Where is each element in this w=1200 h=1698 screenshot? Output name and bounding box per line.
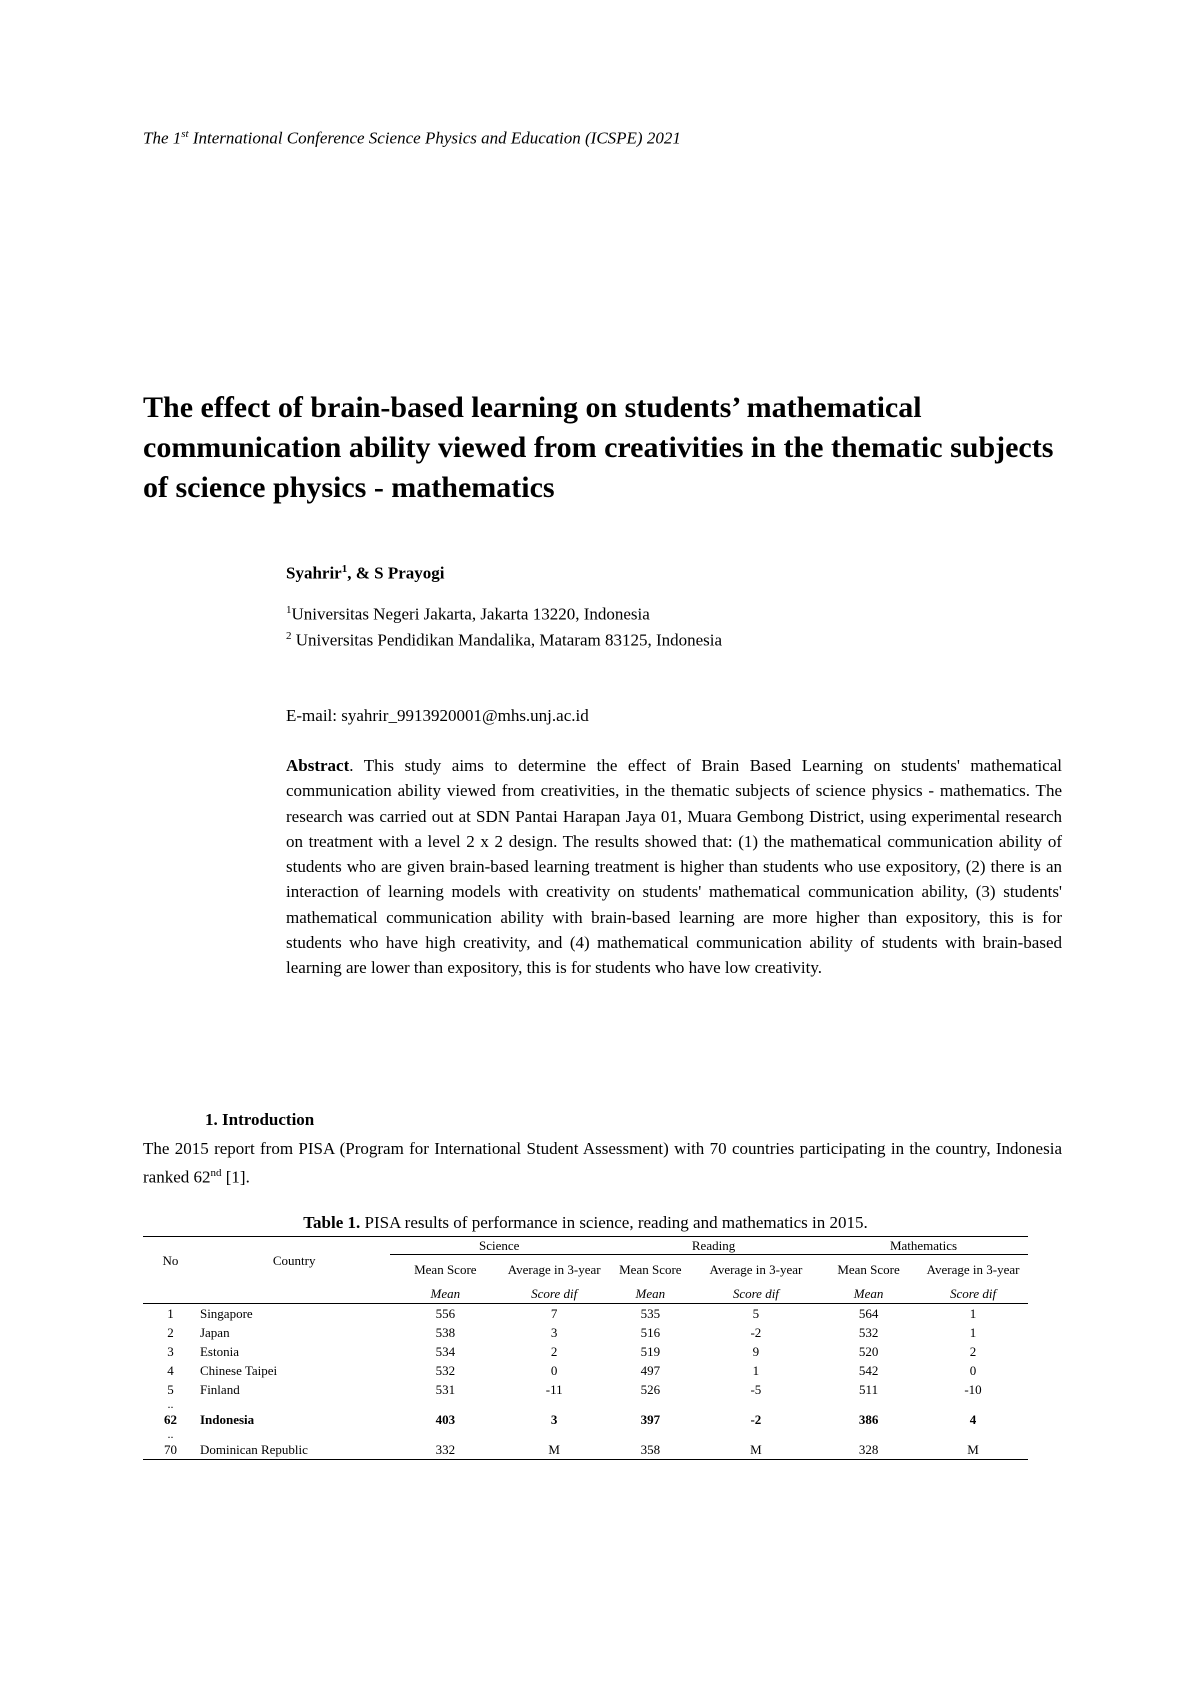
table-empty-cell [608,1429,693,1440]
table-cell: 3 [550,1324,558,1340]
table-cell: 2 [969,1343,977,1359]
subheader-science-mean: Mean [390,1285,500,1304]
table-cell: 4 [969,1411,977,1427]
table-cell: 532 [435,1362,456,1378]
table-cell: 532 [858,1324,879,1340]
table-cell: 497 [640,1362,661,1378]
table-row [143,1380,1028,1399]
table-cell: 519 [640,1343,661,1359]
table-cell: -2 [750,1324,762,1340]
table-empty-cell [198,1399,390,1410]
col-reading-avg-header: Average in 3-year [709,1262,803,1277]
table-ellipsis: .. [167,1397,174,1411]
table-row [143,1361,1028,1380]
pisa-results-table [143,1236,1028,1460]
table-cell: 511 [859,1381,879,1397]
subheader-reading-mean: Mean [608,1285,693,1304]
table-empty-cell [390,1429,500,1440]
table-cell: 4 [167,1362,174,1378]
table-cell: 556 [435,1305,456,1321]
table-empty-cell [500,1429,608,1440]
table-cell: 1 [969,1324,977,1340]
subheader-reading-dif: Score dif [693,1285,819,1304]
abstract-label: Abstract [286,756,350,775]
table-empty-cell [390,1399,500,1410]
table-empty-cell [198,1429,390,1440]
paper-title: The effect of brain-based learning on students’ mathematical communication ability viewed from creativities in the thematic subjects of science physics - mathematics [143,391,1054,504]
table-cell: 542 [858,1362,879,1378]
conference-header-post: International Conference Science Physics and Education (ICSPE) 2021 [188,128,681,148]
table-group-header-row [143,1237,1028,1255]
table-cell: 386 [858,1411,879,1427]
author-separator: , & [347,563,375,583]
table-cell: 397 [640,1411,661,1427]
affiliation-2 [286,630,722,651]
subheader-math-mean: Mean [819,1285,918,1304]
subheader-empty-country [198,1285,390,1304]
table-empty-cell [918,1399,1028,1410]
table-cell: 1 [752,1362,760,1378]
table-cell: 534 [435,1343,456,1359]
group-reading-header: Reading [608,1237,819,1255]
introduction-text-post: [1]. [221,1167,250,1187]
table-cell: 70 [143,1440,198,1460]
table-cell: 535 [640,1305,661,1321]
conference-header-pre: The 1 [143,128,182,148]
table-cell: 5 [167,1381,174,1397]
table-subheader-row [143,1285,1028,1304]
table-cell: -11 [545,1381,563,1397]
table-cell: 531 [435,1381,456,1397]
col-no-header: No [143,1237,198,1286]
table-caption-label: Table 1. [303,1213,361,1232]
group-mathematics-header: Mathematics [819,1237,1028,1255]
table-cell: 3 [167,1343,174,1359]
table-cell: 403 [435,1411,456,1427]
table-ellipsis-row [143,1399,1028,1410]
table-cell: Japan [199,1324,230,1340]
subheader-empty-no [143,1285,198,1304]
col-reading-mean-header: Mean Score [619,1262,682,1277]
conference-header [143,128,681,149]
introduction-heading: 1. Introduction [205,1110,315,1129]
table-cell: 0 [550,1362,558,1378]
table-cell: 520 [858,1343,879,1359]
table-cell: Dominican Republic [198,1440,390,1460]
subheader-science-dif: Score dif [500,1285,608,1304]
table-cell: 564 [858,1305,879,1321]
table-row [143,1342,1028,1361]
table-cell: 358 [608,1440,693,1460]
table-cell: M [918,1440,1028,1460]
authors [286,563,445,584]
col-science-avg-header: Average in 3-year [507,1262,601,1277]
group-science-header: Science [390,1237,608,1255]
table-cell: 2 [167,1324,174,1340]
table-cell: -2 [750,1411,762,1427]
table-cell: 1 [969,1305,977,1321]
table-cell: -10 [964,1381,982,1397]
author-1-sup: 1 [341,563,348,575]
table-cell: Indonesia [199,1411,255,1427]
table-cell: -5 [750,1381,762,1397]
table-ellipsis: .. [167,1427,174,1441]
introduction-text-pre: The 2015 report from PISA (Program for International Student Assessment) with 70 countries participating in the country, Indonesia ranked 62 [143,1139,1062,1187]
table-cell: 538 [435,1324,456,1340]
introduction-text [143,1136,1062,1190]
table-row [143,1440,1028,1460]
table-caption [143,1213,1028,1233]
table-cell: Finland [199,1381,240,1397]
subheader-math-dif: Score dif [918,1285,1028,1304]
table-empty-cell [693,1399,819,1410]
col-science-mean-header: Mean Score [414,1262,477,1277]
table-cell: 0 [969,1362,977,1378]
table-cell: 526 [640,1381,661,1397]
affiliation-1-sup: 1 [286,604,292,616]
abstract-text: . This study aims to determine the effect of Brain Based Learning on students' mathematical communication ability viewed from creativities, in the thematic subjects of science physics - mathematics. The research was carried out at SDN Pantai Harapan Jaya 01, Muara Gembong District, using experimental research on treatment with a level 2 x 2 design. The results showed that: (1) the mathematical communication ability of students who are given brain-based learning treatment is higher than students who use expository, (2) there is an interaction of learning models with creativity on students' mathematical communication ability, (3) students' mathematical communication ability with brain-based learning are more higher than expository, this is for students who have high creativity, and (4) mathematical communication ability of students with brain-based learning are lower than expository, this is for students who have low creativity. [286,756,1062,978]
conference-header-sup: st [181,128,189,140]
table-cell: 9 [752,1343,760,1359]
email-address: E-mail: syahrir_9913920001@mhs.unj.ac.id [286,706,589,725]
table-empty-cell [693,1429,819,1440]
author-1: Syahrir [286,563,342,583]
table-ellipsis-row [143,1429,1028,1440]
table-cell: Estonia [199,1343,239,1359]
col-math-mean-header: Mean Score [837,1262,900,1277]
table-empty-cell [819,1399,918,1410]
table-cell: 2 [550,1343,558,1359]
abstract [286,753,1062,981]
affiliation-2-text: Universitas Pendidikan Mandalika, Mataram 83125, Indonesia [291,630,723,650]
table-cell: 5 [752,1305,760,1321]
col-math-avg-header: Average in 3-year [926,1262,1020,1277]
table-body [143,1304,1028,1460]
author-2: S Prayogi [374,563,445,583]
col-country-header: Country [198,1237,390,1286]
table-cell: 7 [550,1305,558,1321]
table-row [143,1410,1028,1429]
table-cell: Chinese Taipei [199,1362,278,1378]
table-row [143,1304,1028,1324]
table-caption-text: PISA results of performance in science, reading and mathematics in 2015. [360,1213,868,1232]
table-empty-cell [819,1429,918,1440]
table-empty-cell [918,1429,1028,1440]
table-empty-cell [608,1399,693,1410]
table-cell: M [500,1440,608,1460]
table-cell: 328 [819,1440,918,1460]
affiliation-1 [286,604,650,625]
table-cell: 516 [640,1324,661,1340]
table-cell: 62 [163,1411,177,1427]
affiliation-1-text: Universitas Negeri Jakarta, Jakarta 13220, Indonesia [291,604,650,624]
table-cell: 3 [550,1411,558,1427]
introduction-text-sup: nd [210,1167,222,1179]
table-cell: Singapore [199,1305,253,1321]
table-row [143,1323,1028,1342]
table-cell: 332 [390,1440,500,1460]
table-cell: 1 [167,1305,174,1321]
table-cell: M [693,1440,819,1460]
affiliation-2-sup: 2 [286,630,292,642]
table-empty-cell [500,1399,608,1410]
